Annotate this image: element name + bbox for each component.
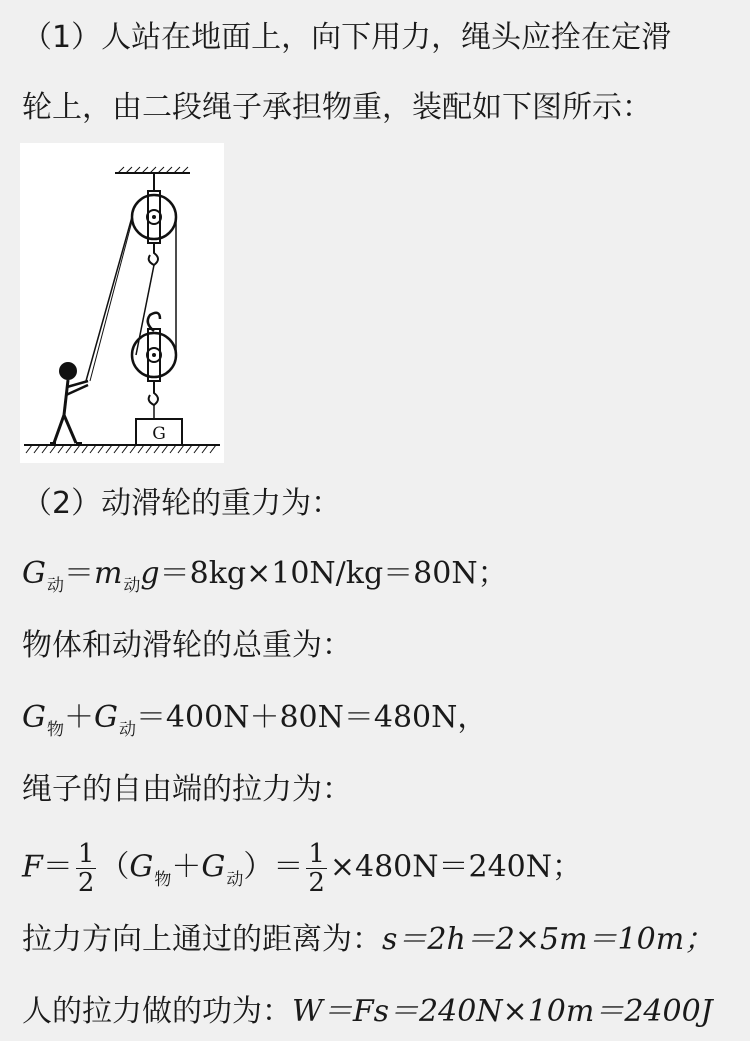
pulley-diagram: [20, 143, 224, 463]
equation-moving-pulley-weight: $G_动=m_动g=8kg\times 10N/kg=80N$；: [22, 556, 508, 596]
distance-equation: s＝2h＝2×5m＝10m；: [382, 922, 715, 957]
pulley-diagram-drawing: [20, 143, 224, 463]
distance-label: 拉力方向上通过的距离为：: [22, 922, 382, 957]
weight-label: G: [152, 424, 166, 444]
work-line: [22, 992, 713, 1032]
pull-force-label: 绳子的自由端的拉力为：: [22, 772, 352, 807]
work-equation: W＝Fs＝240N×10m＝2400J: [292, 994, 713, 1029]
part2-heading: （2）动滑轮的重力为：: [22, 486, 342, 521]
part1-line2: 轮上，由二段绳子承担物重，装配如下图所示：: [22, 90, 652, 125]
fraction-half-2: $\frac{1}{2}$: [308, 839, 325, 898]
total-weight-label: 物体和动滑轮的总重为：: [22, 628, 352, 663]
equation-pull-force: F＝ $\frac{1}{2}$ $(G_物+G_动)=$ $\frac{1}{2}$ ×480N＝240N；: [22, 839, 583, 898]
equation-total-weight: $G_物+G_动=400N+80N=480N$，: [22, 700, 488, 740]
part1-line1: （1）人站在地面上，向下用力，绳头应拴在定滑: [22, 20, 672, 55]
fraction-half: $\frac{1}{2}$: [77, 839, 95, 898]
distance-line: [22, 920, 714, 960]
work-label: 人的拉力做的功为：: [22, 994, 292, 1029]
